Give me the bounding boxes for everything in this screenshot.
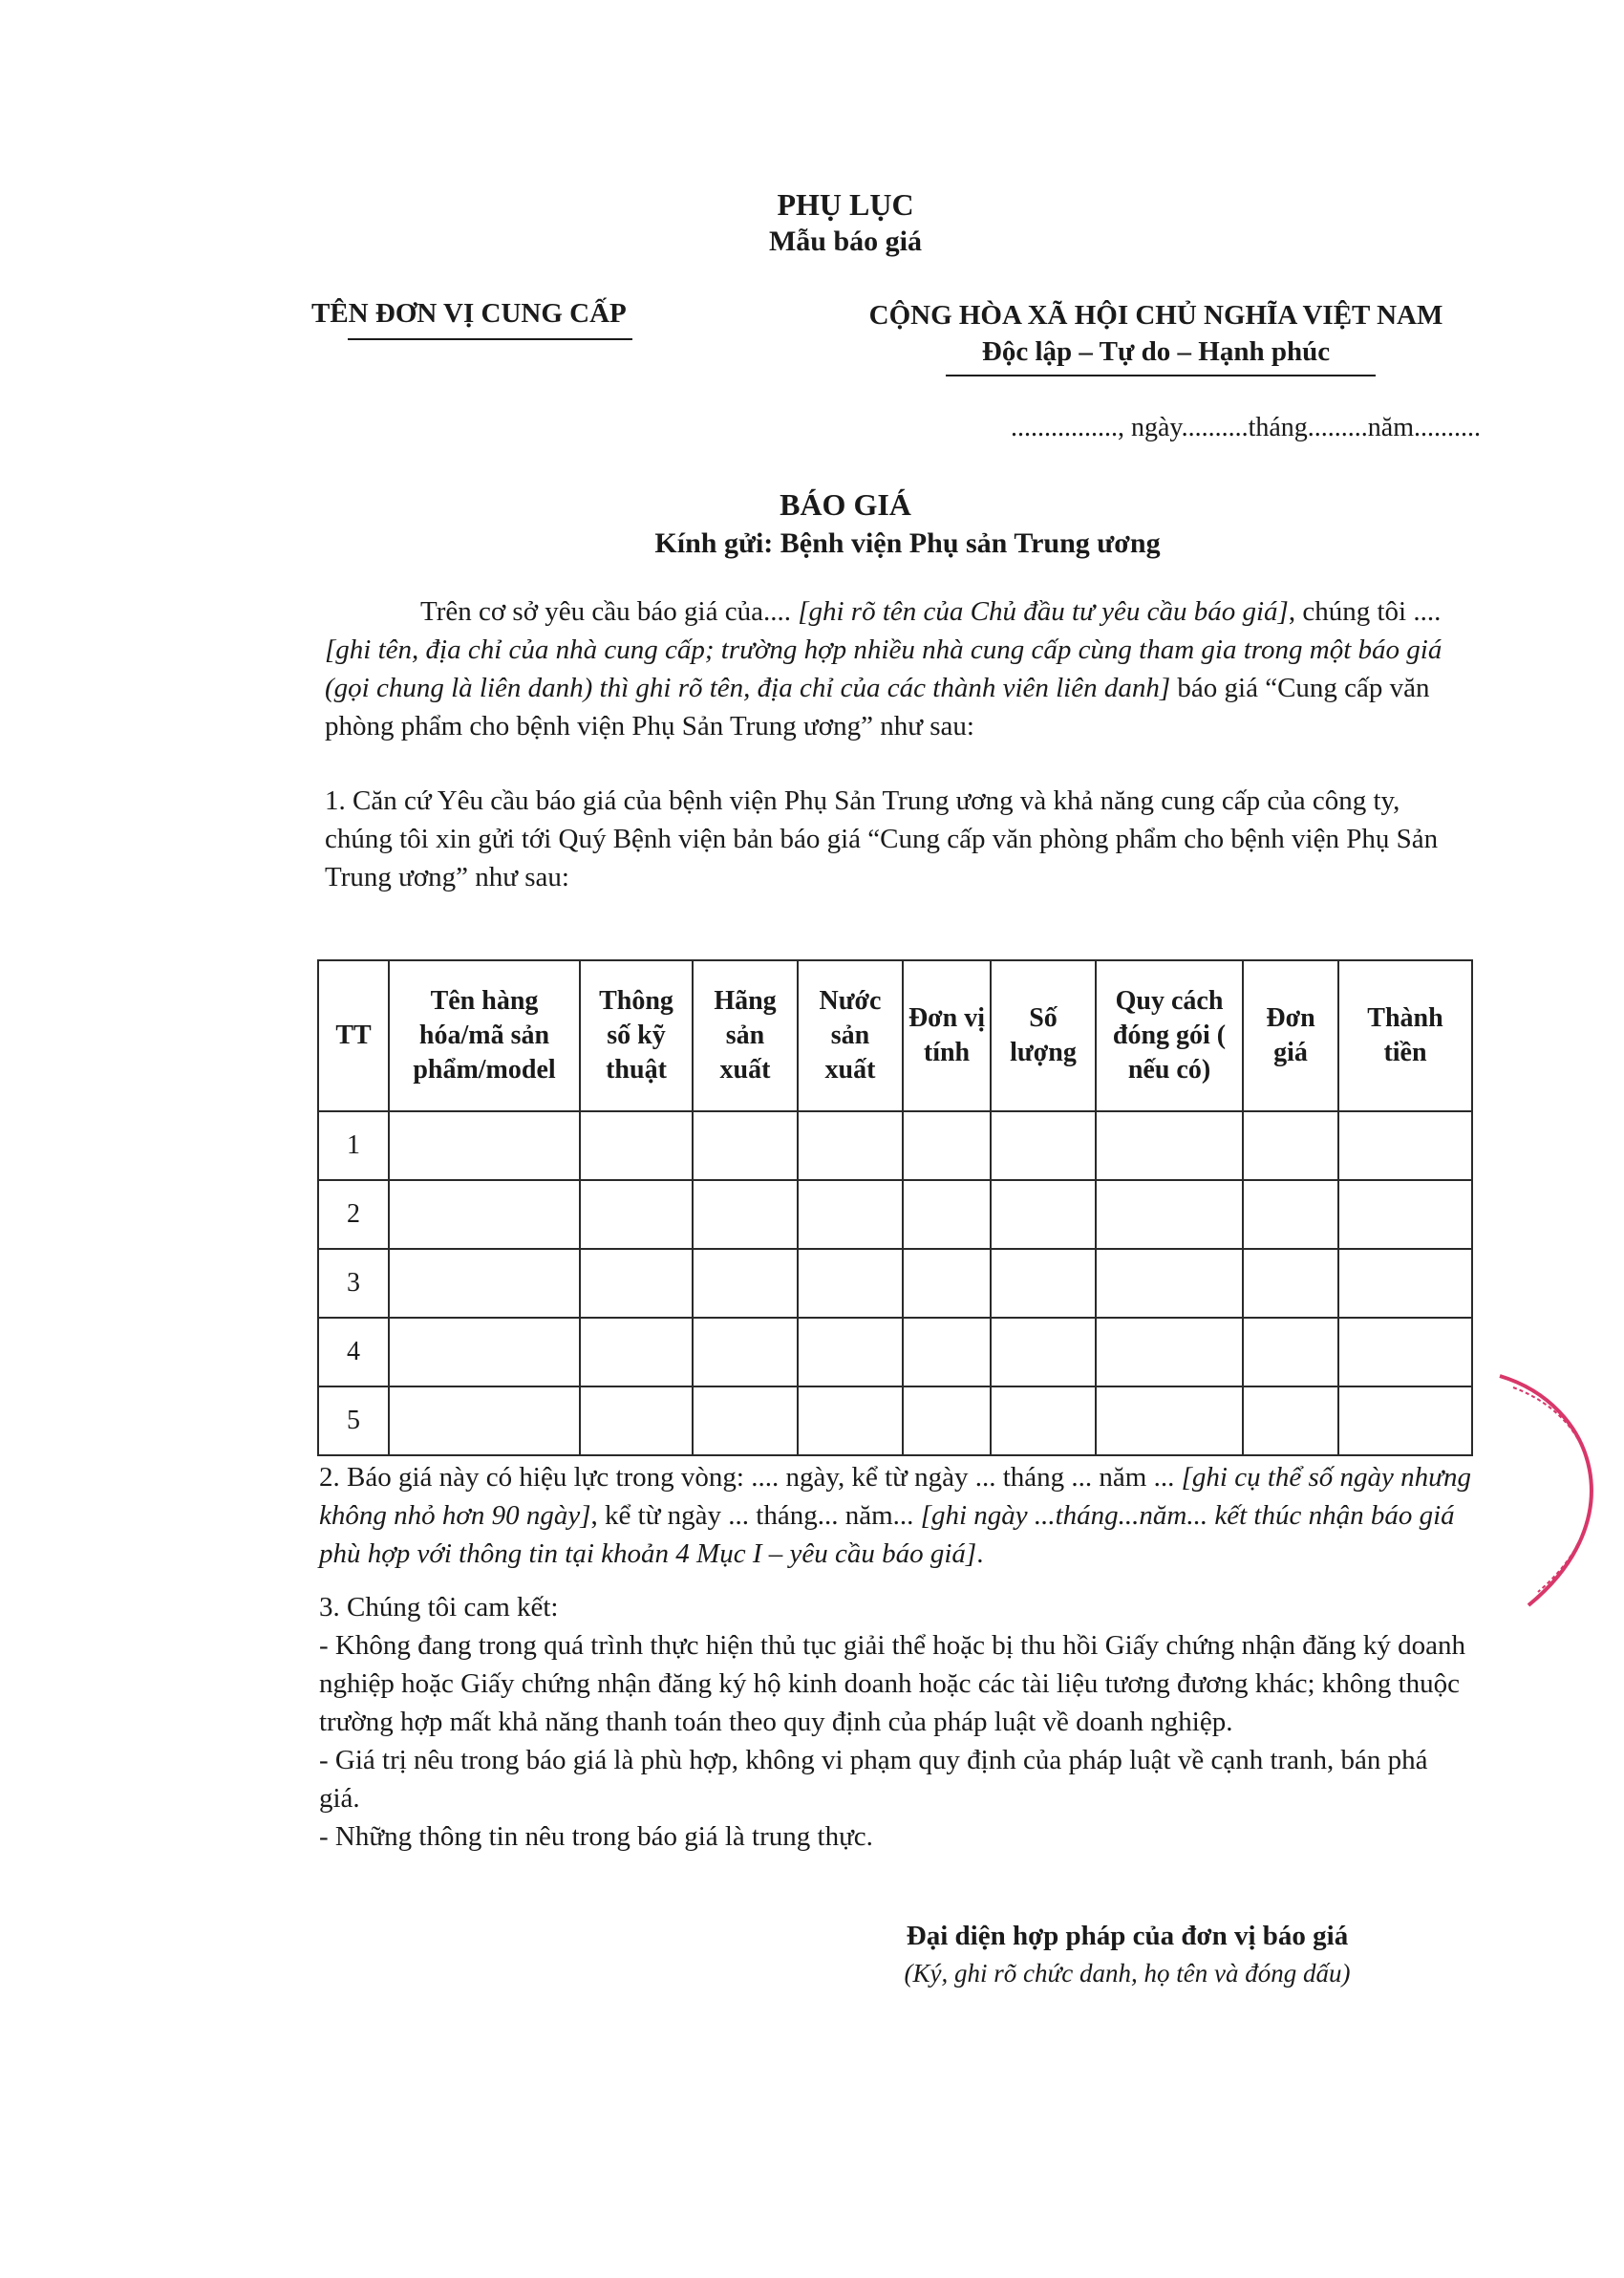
col-header: Đơn vị tính	[903, 960, 991, 1111]
row-number: 4	[318, 1318, 389, 1386]
col-header: Thành tiền	[1338, 960, 1472, 1111]
col-header: Đơn giá	[1243, 960, 1338, 1111]
col-header: Thông số kỹ thuật	[580, 960, 693, 1111]
col-header: Quy cách đóng gói ( nếu có)	[1096, 960, 1243, 1111]
col-header: Tên hàng hóa/mã sản phẩm/model	[389, 960, 580, 1111]
commitment-item: - Không đang trong quá trình thực hiện thủ tục giải thể hoặc bị thu hồi Giấy chứng nhận đăng ký doanh nghiệp hoặc Giấy chứng nhận đăng ký hộ kinh doanh hoặc các tài liệu tương đương khác; không thuộc trường hợp mất khả năng thanh toán theo quy định của pháp luật về doanh nghiệp.	[319, 1630, 1466, 1737]
col-header: TT	[318, 960, 389, 1111]
col-header: Hãng sản xuất	[693, 960, 798, 1111]
table-row	[318, 1386, 1472, 1455]
section-3-heading: 3. Chúng tôi cam kết:	[319, 1592, 559, 1623]
row-number: 3	[318, 1249, 389, 1318]
motto: Độc lập – Tự do – Hạnh phúc	[981, 336, 1331, 367]
commitment-item: - Những thông tin nêu trong báo giá là trung thực.	[319, 1821, 873, 1852]
section-2: 2. Báo giá này có hiệu lực trong vòng: .... ngày, kể từ ngày ... tháng ... năm ... [ghi cụ thể số ngày nhưng không nhỏ hơn 90 ngày], kể từ ngày ... tháng... năm... [ghi ngày ...tháng...năm... kết thúc nhận báo giá phù hợp với thông tin tại khoản 4 Mục I – yêu cầu báo giá].	[319, 1462, 1471, 1569]
table-row	[318, 1180, 1472, 1249]
dateline: ................, ngày..........tháng.........năm..........	[1010, 413, 1481, 442]
quote-table	[317, 959, 1473, 1456]
signature-note: (Ký, ghi rõ chức danh, họ tên và đóng dấu)	[904, 1959, 1351, 1988]
table-row	[318, 1111, 1472, 1180]
section-3	[319, 1588, 1475, 1856]
nation-heading: CỘNG HÒA XÃ HỘI CHỦ NGHĨA VIỆT NAM	[868, 300, 1443, 331]
row-number: 5	[318, 1386, 389, 1455]
col-header: Số lượng	[991, 960, 1096, 1111]
supplier-underline	[348, 338, 632, 340]
section-1: 1. Căn cứ Yêu cầu báo giá của bệnh viện Phụ Sản Trung ương và khả năng cung cấp của công ty, chúng tôi xin gửi tới Quý Bệnh viện bản báo giá “Cung cấp văn phòng phẩm cho bệnh viện Phụ Sản Trung ương” như sau:	[325, 785, 1439, 892]
supplier-unit: TÊN ĐƠN VỊ CUNG CẤP	[311, 298, 627, 329]
table-row	[318, 1318, 1472, 1386]
stamp-arc	[1500, 1376, 1592, 1605]
row-number: 2	[318, 1180, 389, 1249]
stamp-inner-arc	[1513, 1387, 1592, 1592]
appendix-title: PHỤ LỤC	[777, 187, 914, 222]
intro-paragraph: Trên cơ sở yêu cầu báo giá của.... [ghi rõ tên của Chủ đầu tư yêu cầu báo giá], chúng tôi .... [ghi tên, địa chỉ của nhà cung cấp; trường hợp nhiều nhà cung cấp cùng tham gia trong một báo giá (gọi chung là liên danh) thì ghi rõ tên, địa chỉ của các thành viên liên danh] báo giá “Cung cấp văn phòng phẩm cho bệnh viện Phụ Sản Trung ương” như sau:	[325, 596, 1442, 741]
col-header: Nước sản xuất	[798, 960, 903, 1111]
row-number: 1	[318, 1111, 389, 1180]
table-row	[318, 1249, 1472, 1318]
motto-underline	[946, 375, 1376, 376]
template-name: Mẫu báo giá	[768, 226, 923, 257]
table-header-row	[318, 960, 1472, 1111]
commitment-item: - Giá trị nêu trong báo giá là phù hợp, không vi phạm quy định của pháp luật về cạnh tranh, bán phá giá.	[319, 1745, 1428, 1814]
document-title: BÁO GIÁ	[780, 487, 911, 522]
stamp-mark	[1490, 1366, 1624, 1615]
signature-title: Đại diện hợp pháp của đơn vị báo giá	[906, 1921, 1349, 1951]
recipient: Kính gửi: Bệnh viện Phụ sản Trung ương	[654, 527, 1161, 559]
